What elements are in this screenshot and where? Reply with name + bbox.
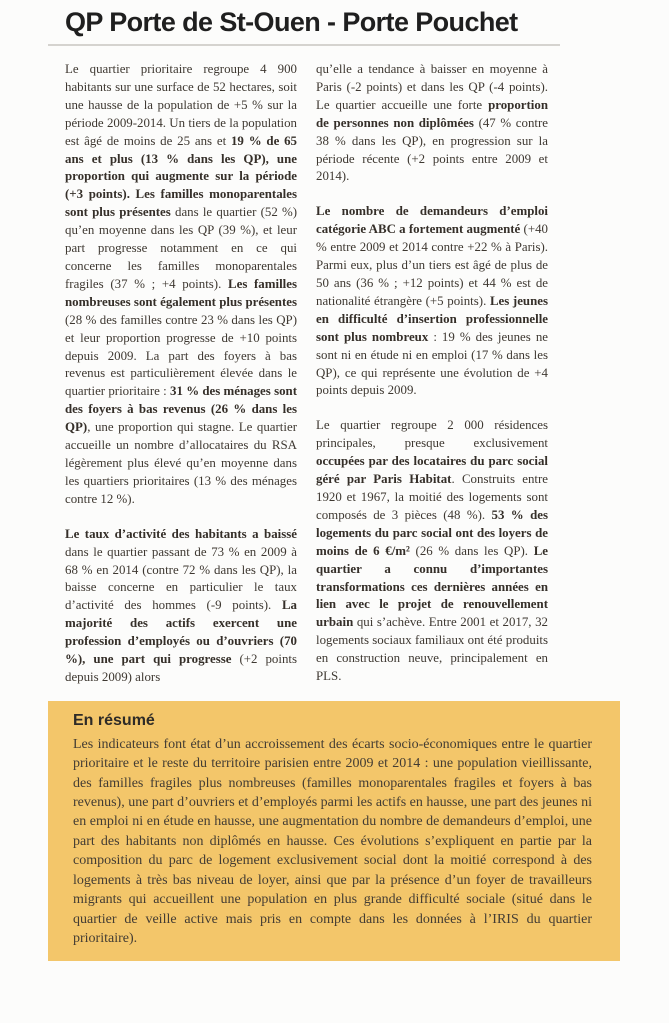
body-paragraph: Le nombre de demandeurs d’emploi catégorie ABC a fortement augmenté (+40 % entre 2009 et 2014 contre +22 % à Paris). Parmi eux, plus d’un tiers est âgé de plus de 50 ans (36 % ; +12 points) et 44 % est de nationalité étrangère (+5 points). Les jeunes en difficulté d’insertion professionnelle sont plus nombreux : 19 % des jeunes ne sont ni en étude ni en emploi (17 % dans les QP), ce qui représente une évolution de +4 points depuis 2009.: [316, 204, 548, 398]
summary-box: [48, 701, 620, 961]
article-columns: [65, 61, 548, 687]
body-paragraph: Le quartier regroupe 2 000 résidences principales, presque exclusivement occupées par des locataires du parc social géré par Paris Habitat. Construits entre 1920 et 1967, la moitié des logements sont composés de 3 pièces (48 %). 53 % des logements du parc social ont des loyers de moins de 6 €/m² (26 % dans les QP). Le quartier a connu d’importantes transformations ces dernières années en lien avec le projet de renouvellement urbain qui s’achève. Entre 2001 et 2017, 32 logements sociaux familiaux ont été produits en construction neuve, principalement en PLS.: [316, 418, 549, 684]
page-title: QP Porte de St-Ouen - Porte Pouchet: [65, 7, 518, 37]
right-column: [316, 61, 548, 687]
summary-heading: En résumé: [73, 711, 155, 729]
summary-text: Les indicateurs font état d’un accroissement des écarts socio-économiques entre le quartier prioritaire et le reste du territoire parisien entre 2009 et 2014 : une population vieillissante, des familles fragiles plus nombreuses (familles monoparentales fragiles et foyers à bas revenus), une part d’ouvriers et d’employés parmi les actifs en hausse, une part des jeunes ni en emploi ni en étude en hausse, une augmentation du nombre de demandeurs d’emploi, une part des habitants non diplômés en hausse. Ces évolutions s’expliquent en partie par la composition du parc de logement exclusivement social dont la moitié correspond à des logements à très bas niveau de loyer, ainsi que par la présence d’un foyer de travailleurs migrants qui accueillent une population en plus grande difficulté sociale (situé dans le quartier de veille active mais pris en compte dans les données à l’IRIS du quartier prioritaire).: [73, 736, 592, 946]
title-divider: [48, 44, 560, 46]
left-column: [65, 61, 297, 687]
body-paragraph: qu’elle a tendance à baisser en moyenne à Paris (-2 points) et dans les QP (-4 points). Le quartier accueille une forte proportion de personnes non diplômées (47 % contre 38 % dans les QP), en progression sur la période récente (+2 points entre 2009 et 2014).: [316, 62, 548, 184]
body-paragraph: Le taux d’activité des habitants a baissé dans le quartier passant de 73 % en 2009 à 68 % en 2014 (contre 72 % dans les QP), la baisse concerne en particulier le taux d’activité des hommes (-9 points). La majorité des actifs exercent une profession d’employés ou d’ouvriers (70 %), une part qui progresse (+2 points depuis 2009) alors: [65, 526, 298, 684]
body-paragraph: Le quartier prioritaire regroupe 4 900 habitants sur une surface de 52 hectares, soit une hausse de la population de +5 % sur la période 2009-2014. Un tiers de la population est âgé de moins de 25 ans et 19 % de 65 ans et plus (13 % dans les QP), une proportion qui augmente sur la période (+3 points). Les familles monoparentales sont plus présentes dans le quartier (52 %) qu’en moyenne dans les QP (39 %), et leur part progresse notamment en ce qui concerne les familles monoparentales fragiles (37 % ; +4 points). Les familles nombreuses sont également plus présentes (28 % des familles contre 23 % dans les QP) et leur proportion progresse de +10 points depuis 2009. La part des foyers à bas revenus est particulièrement élevée dans le quartier prioritaire : 31 % des ménages sont des foyers à bas revenus (26 % dans les QP), une proportion qui stagne. Le quartier accueille un nombre d’allocataires du RSA légèrement plus élevé qu’en moyenne dans les quartiers prioritaires (13 % des ménages contre 12 %).: [65, 62, 298, 506]
